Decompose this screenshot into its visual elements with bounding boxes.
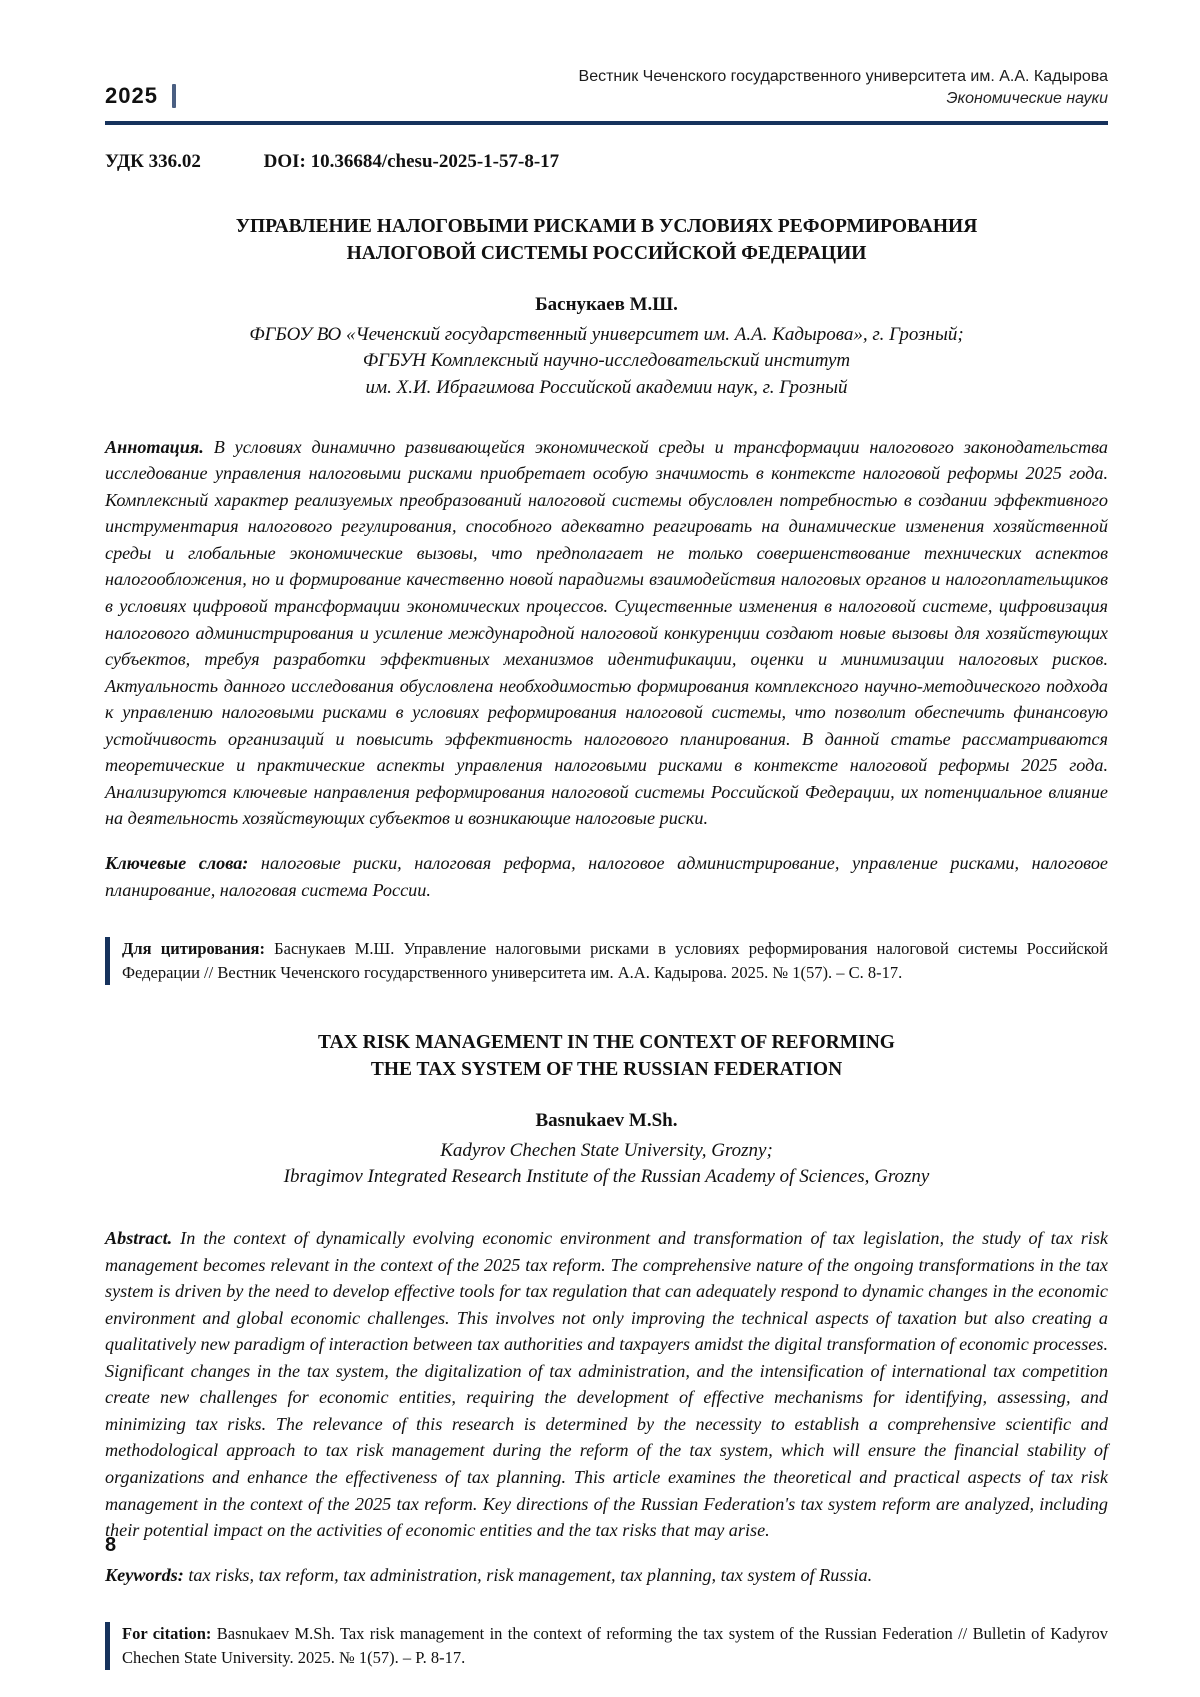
citation-en-label: For citation: [122, 1624, 212, 1644]
journal-section: Экономические науки [946, 89, 1108, 107]
author-en: Basnukaev M.Sh. [535, 1109, 678, 1131]
keywords-ru-label: Ключевые слова: [105, 853, 249, 874]
abstract-ru [105, 434, 1108, 832]
affiliation-en-1: Kadyrov Chechen State University, Grozny; [440, 1139, 773, 1161]
article-title-ru-line2: НАЛОГОВОЙ СИСТЕМЫ РОССИЙСКОЙ ФЕДЕРАЦИИ [346, 243, 867, 265]
abstract-en-label: Abstract. [105, 1227, 173, 1248]
article-meta [105, 151, 1108, 173]
keywords-en-text: tax risks, tax reform, tax administration, risk management, tax planning, tax system of Russia. [188, 1564, 873, 1585]
header-year-block [105, 83, 176, 109]
journal-info [579, 66, 1108, 109]
article-title-en-line2: THE TAX SYSTEM OF THE RUSSIAN FEDERATION [370, 1059, 843, 1081]
article-title-en-line1: TAX RISK MANAGEMENT IN THE CONTEXT OF REFORMING [318, 1032, 895, 1054]
citation-en [105, 1622, 1108, 1670]
keywords-en-label: Keywords: [105, 1564, 184, 1585]
citation-ru [105, 937, 1108, 985]
citation-ru-text: Баснукаев М.Ш. Управление налоговыми рисками в условиях реформирования налоговой системы Российской Федерации // Вестник Чеченского государственного университета им. А.А. Кадырова. 2025. № 1(57). – С. 8-17. [122, 939, 1108, 983]
affiliations-en [105, 1138, 1108, 1191]
journal-title: Вестник Чеченского государственного университета им. А.А. Кадырова [578, 68, 1108, 85]
article-title-en [105, 1029, 1108, 1084]
page-header [105, 66, 1108, 109]
keywords-ru [105, 850, 1108, 903]
journal-year: 2025 [105, 83, 158, 109]
affiliation-ru-1: ФГБОУ ВО «Чеченский государственный университет им. А.А. Кадырова», г. Грозный; [249, 323, 964, 345]
affiliation-ru-2: ФГБУН Комплексный научно-исследовательский институт [362, 350, 851, 372]
year-divider-bar [172, 84, 176, 108]
article-title-ru [105, 213, 1108, 268]
header-rule [105, 121, 1108, 125]
affiliation-ru-3: им. Х.И. Ибрагимова Российской академии наук, г. Грозный [365, 376, 848, 398]
udk-code: УДК 336.02 [105, 151, 201, 173]
keywords-ru-text: налоговые риски, налоговая реформа, налоговое администрирование, управление рисками, налоговое планирование, налоговая система России. [105, 853, 1109, 900]
affiliation-en-2: Ibragimov Integrated Research Institute of the Russian Academy of Sciences, Grozny [283, 1166, 930, 1188]
citation-en-text: Basnukaev M.Sh. Tax risk management in the context of reforming the tax system of the Russian Federation // Bulletin of Kadyrov Chechen State University. 2025. № 1(57). – P. 8-17. [122, 1624, 1109, 1668]
article-title-ru-line1: УПРАВЛЕНИЕ НАЛОГОВЫМИ РИСКАМИ В УСЛОВИЯХ РЕФОРМИРОВАНИЯ [235, 216, 978, 238]
abstract-ru-text: В условиях динамично развивающейся экономической среды и трансформации налогового законодательства исследование управления налоговыми рисками приобретает особую значимость в контексте налоговой реформы 2025 года. Комплексный характер реализуемых преобразований налоговой системы обусловлен потребностью в создании эффективного инструментария налогового регулирования, способного адекватно реагировать на динамические изменения хозяйственной среды и глобальные экономические вызовы, что предполагает не только совершенствование технических аспектов налогообложения, но и формирование качественно новой парадигмы взаимодействия налоговых органов и налогоплательщиков в условиях цифровой трансформации экономических процессов. Существенные изменения в налоговой системе, цифровизация налогового администрирования и усиление международной налоговой конкуренции создают новые вызовы для хозяйствующих субъектов, требуя разработки эффективных механизмов идентификации, оценки и минимизации налоговых рисков. Актуальность данного исследования обусловлена необходимостью формирования комплексного научно-методического подхода к управлению налоговыми рисками в условиях реформирования налоговой системы, что позволит обеспечить финансовую устойчивость организаций и повысить эффективность налогового планирования. В данной статье рассматриваются теоретические и практические аспекты управления налоговыми рисками в контексте налоговой реформы 2025 года. Анализируются ключевые направления реформирования налоговой системы Российской Федерации, их потенциальное влияние на деятельность хозяйствующих субъектов и возникающие налоговые риски. [105, 436, 1108, 829]
abstract-ru-label: Аннотация. [105, 436, 204, 457]
citation-ru-label: Для цитирования: [122, 939, 265, 959]
abstract-en [105, 1225, 1108, 1544]
keywords-en [105, 1562, 1108, 1589]
author-ru: Баснукаев М.Ш. [535, 293, 678, 315]
page-number: 8 [105, 1534, 117, 1556]
affiliations-ru [105, 322, 1108, 402]
abstract-en-text: In the context of dynamically evolving economic environment and transformation of tax legislation, the study of tax risk management becomes relevant in the context of the 2025 tax reform. The comprehensive nature of the ongoing transformations in the tax system is driven by the need to develop effective tools for tax regulation that can adequately respond to dynamic changes in the economic environment and global economic challenges. This involves not only improving the technical aspects of taxation but also creating a qualitatively new paradigm of interaction between tax authorities and taxpayers amidst the digital transformation of economic processes. Significant changes in the tax system, the digitalization of tax administration, and the intensification of international tax competition create new challenges for economic entities, requiring the development of effective mechanisms for identifying, assessing, and minimizing tax risks. The relevance of this research is determined by the necessity to establish a comprehensive scientific and methodological approach to tax risk management during the reform of the tax system, which will ensure the financial stability of organizations and enhance the effectiveness of tax planning. This article examines the theoretical and practical aspects of tax risk management in the context of the 2025 tax reform. Key directions of the Russian Federation's tax system reform are analyzed, including their potential impact on the activities of economic entities and the tax risks that may arise. [105, 1227, 1109, 1541]
doi-code: DOI: 10.36684/chesu-2025-1-57-8-17 [263, 151, 560, 173]
